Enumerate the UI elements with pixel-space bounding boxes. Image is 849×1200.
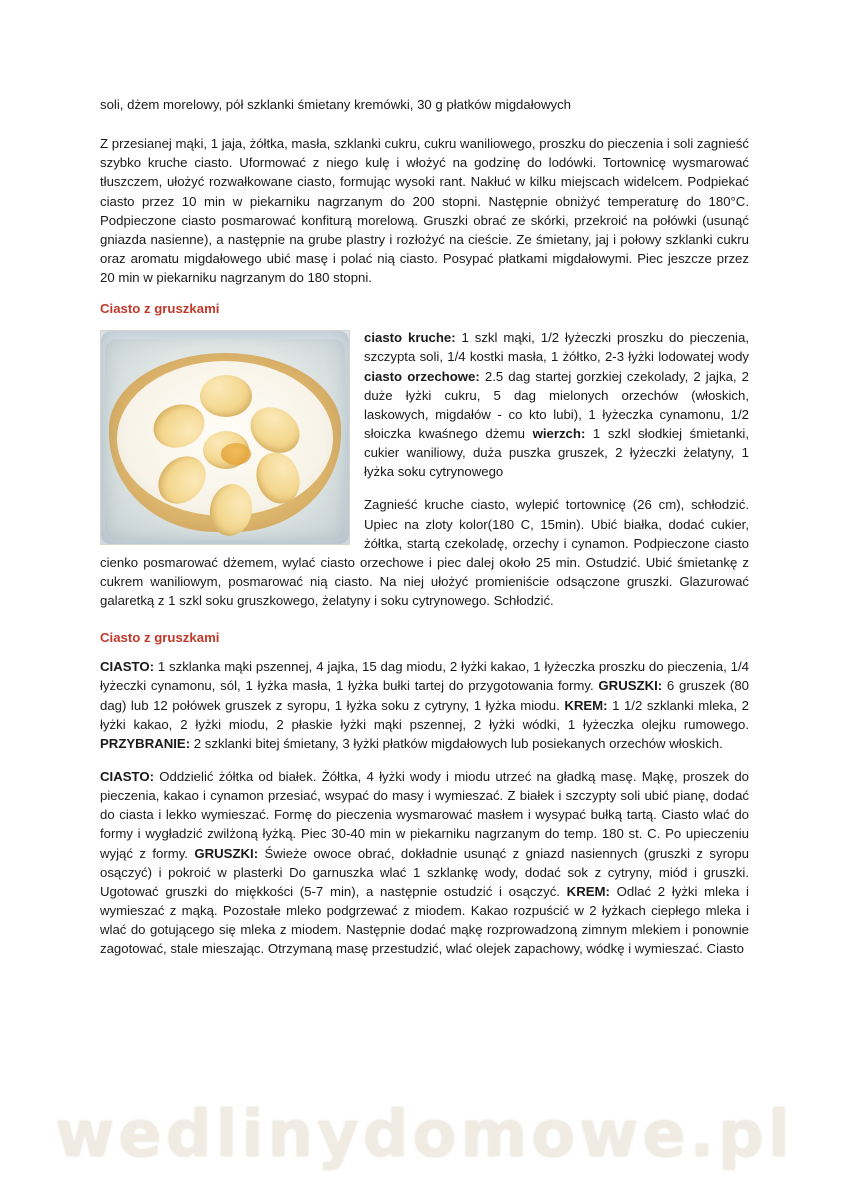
recipe-2-method <box>100 767 749 958</box>
ingredient-group-text: 1 szklanka mąki pszennej, 4 jajka, 15 dag miodu, 2 łyżki kakao, 1 łyżeczka proszku do pieczenia, 1/4 łyżeczki cynamonu, sól, 1 łyżka masła, 1 łyżka bułki tartej do przygotowania formy. <box>100 659 749 694</box>
ingredient-group-label: PRZYBRANIE: <box>100 735 191 751</box>
method-group-label: CIASTO: <box>100 768 154 784</box>
ingredient-group-label: GRUSZKI: <box>598 678 663 694</box>
recipe-2-heading: Ciasto z gruszkami <box>100 630 220 646</box>
ingredient-group-label: KREM: <box>564 697 608 713</box>
ingredient-group-label: ciasto orzechowe: <box>364 368 480 384</box>
method-group-label: GRUSZKI: <box>194 845 259 861</box>
recipe-2-ingredients <box>100 657 749 753</box>
recipe-1-heading: Ciasto z gruszkami <box>100 301 220 317</box>
method-group-text: Świeże owoce obrać, dokładnie usunąć z gniazd nasiennych (gruszki z syropu osączyć) i pokroić w plasterki Do garnuszka wlać 1 szklankę wody, dodać sok z cytryny, miód i gruszki. Ugotować gruszki do miękkości (5-7 min), a następnie ostudzić i osączyć. <box>100 845 749 899</box>
method-group-label: KREM: <box>566 883 610 899</box>
recipe-1-block <box>100 328 749 624</box>
pear-tart-photo <box>100 330 350 545</box>
ingredient-group-label: wierzch: <box>532 425 586 441</box>
ingredient-group-text: 1 szkl słodkiej śmietanki, cukier waniliowy, duża puszka gruszek, 2 łyżeczki żelatyny, 1 łyżka soku cytrynowego <box>364 425 750 480</box>
site-watermark: wedlinydomowe.pl <box>55 1098 794 1172</box>
ingredient-group-text: 1 szkl mąki, 1/2 łyżeczki proszku do pieczenia, szczypta soli, 1/4 kostki masła, 1 żółtko, 2-3 łyżki lodowatej wody <box>364 330 749 365</box>
ingredient-group-label: CIASTO: <box>100 659 154 675</box>
ingredient-group-text: 2.5 dag startej gorzkiej czekolady, 2 jajka, 2 duże łyżki cukru, 5 dag mielonych orzechów (włoskich, laskowych, migdałów - co kto lubi), 1 łyżeczka cynamonu, 1/2 słoiczka kwaśnego dżemu <box>364 368 750 441</box>
ingredient-group-label: ciasto kruche: <box>364 330 456 346</box>
ingredient-group-text: 6 gruszek (80 dag) lub 12 połówek gruszek z syropu, 1 łyżka soku z cytryny, 1 łyżka miodu. <box>100 678 749 713</box>
ingredient-group-text: 1 1/2 szklanki mleka, 2 łyżki kakao, 2 łyżki miodu, 2 płaskie łyżki mąki pszennej, 2 łyżki wódki, 1 łyżeczka olejku rumowego. <box>100 697 749 732</box>
method-group-text: Oddzielić żółtka od białek. Żółtka, 4 łyżki wody i miodu utrzeć na gładką masę. Mąkę, proszek do pieczenia, kakao i cynamon przesiać, wsypać do masy i wymieszać. Z białek i szczypty soli ubić pianę, dodać do ciasta i lekko wymieszać. Formę do pieczenia wysmarować masłem i wysypać bułką tartą. Ciasto wlać do formy i wygładzić zwilżoną łyżką. Piec 30-40 min w piekarniku nagrzanym do temp. 180 st. C. Po upieczeniu wyjąć z formy. <box>100 768 749 861</box>
method-group-text: Odlać 2 łyżki mleka i wymieszać z mąką. Pozostałe mleko podgrzewać z miodem. Kakao rozpuścić w 2 łyżkach ciepłego mleka i wlać do gotującego się mleka z miodem. Następnie dodać mąkę rozprowadzoną zimnym mlekiem i ponownie zagotować, stale mieszając. Otrzymaną masę przestudzić, wlać olejek zapachowy, wódkę i wymieszać. Ciasto <box>100 883 749 957</box>
intro-paragraph: Z przesianej mąki, 1 jaja, żółtka, masła, szklanki cukru, cukru waniliowego, proszku do pieczenia i soli zagnieść szybko kruche ciasto. Uformować z niego kulę i włożyć na godzinę do lodówki. Tortownicę wysmarować tłuszczem, ułożyć rozwałkowane ciasto, formując wysoki rant. Nakłuć w kilku miejscach widelcem. Podpiekać ciasto przez 10 min w piekarniku nagrzanym do 200 stopni. Następnie obniżyć temperaturę do 180°C. Podpieczone ciasto posmarować konfiturą morelową. Gruszki obrać ze skórki, przekroić na połówki (usunąć gniazda nasienne), a następnie na grube plastry i rozłożyć na cieście. Ze śmietany, jaj i połowy szklanki cukru oraz aromatu migdałowego ubić masę i polać nią ciasto. Posypać płatkami migdałowymi. Piec jeszcze przez 20 min w piekarniku nagrzanym do 180 stopni. <box>100 136 749 286</box>
recipe-1-method: Zagnieść kruche ciasto, wylepić tortownicę (26 cm), schłodzić. Upiec na zloty kolor(180 C, 15min). Ubić białka, dodać cukier, żółtka, startą czekoladę, orzechy i cynamon. Podpieczone ciasto cienko posmarować dżemem, wylać ciasto orzechowe i piec dalej około 25 min. Ostudzić. Ubić śmietankę z cukrem waniliowym, posmarować nią ciasto. Na niej ułożyć promieniście odsączone gruszki. Glazurować galaretką z 1 szkl soku gruszkowego, żelatyny i soku cytrynowego. Schłodzić. <box>100 497 749 609</box>
photo-vignette <box>101 331 349 544</box>
ingredient-group-text: 2 szklanki bitej śmietany, 3 łyżki płatków migdałowych lub posiekanych orzechów włoskich. <box>190 735 723 751</box>
top-ingredient-line: soli, dżem morelowy, pół szklanki śmietany kremówki, 30 g płatków migdałowych <box>100 97 572 112</box>
